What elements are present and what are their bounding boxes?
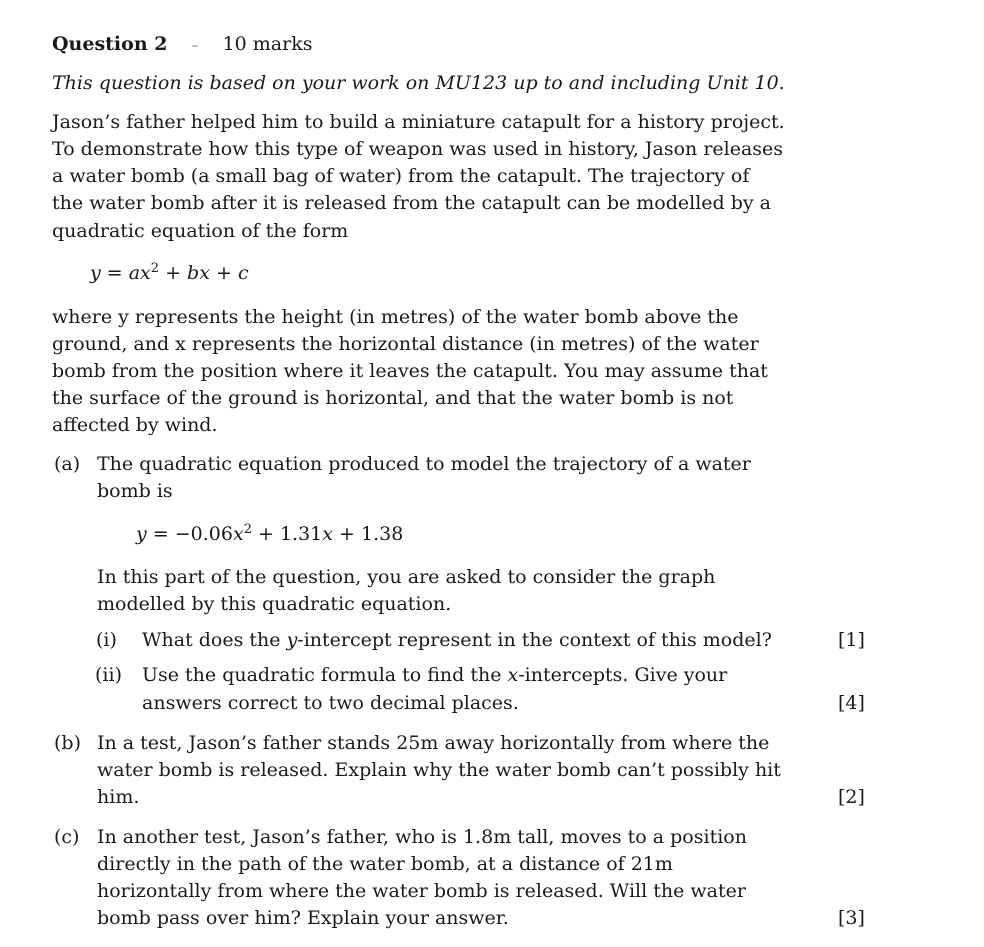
eq-square: 2 — [150, 261, 160, 276]
eq-rest: + bx + c — [159, 262, 249, 284]
intro-text: This question is based on your work on MU123 up to and including Unit 10. — [52, 72, 785, 94]
part-c-distance: 21 — [630, 853, 655, 875]
paragraph2-line: bomb from the position where it leaves the catapult. You may assume that — [52, 360, 768, 382]
part-a-context-line: In this part of the question, you are asked to consider the graph — [97, 566, 716, 588]
peq-x: x — [232, 523, 244, 545]
part-c-line1-post: m tall, moves to a position — [493, 826, 747, 848]
part-b-line2: water bomb is released. Explain why the water bomb can’t possibly hit — [97, 759, 781, 781]
part-b-line1 — [97, 730, 769, 757]
part-b-line1-pre: In a test, Jason’s father stands — [97, 732, 397, 754]
sub-i-label: (i) — [96, 629, 117, 651]
paragraph2-line: where y represents the height (in metres) of the water bomb above the — [52, 306, 739, 328]
sub-i-marks: [1] — [838, 629, 865, 651]
total-marks: 10 marks — [222, 33, 313, 55]
part-c-marks: [3] — [838, 907, 865, 929]
sub-ii-var: x — [507, 664, 519, 686]
sub-ii-label: (ii) — [95, 664, 122, 686]
part-b-label: (b) — [54, 732, 81, 754]
sub-ii-text — [142, 662, 727, 689]
eq-equals: = — [100, 262, 129, 284]
peq-square: 2 — [243, 522, 252, 537]
part-c-line2-post: m — [654, 853, 673, 875]
part-a-equation — [136, 521, 403, 548]
part-b-distance: 25 — [396, 732, 421, 754]
peq-x2: x — [322, 523, 333, 545]
part-c-height: 1.8 — [462, 826, 494, 848]
part-a-line: The quadratic equation produced to model the trajectory of a water — [97, 453, 751, 475]
paragraph1-line: quadratic equation of the form — [52, 220, 349, 242]
eq-ax: ax — [128, 262, 151, 284]
general-equation — [90, 260, 249, 287]
header-separator: – — [191, 38, 199, 54]
part-c-line1-pre: In another test, Jason’s father, who is — [97, 826, 463, 848]
sub-ii-pre: Use the quadratic formula to find the — [142, 664, 508, 686]
sub-i-var: y — [286, 629, 298, 651]
question-header — [52, 31, 312, 60]
part-c-line2-pre: directly in the path of the water bomb, at a distance of — [97, 853, 631, 875]
sub-ii-marks: [4] — [838, 692, 865, 714]
part-c-line3: horizontally from where the water bomb is released. Will the water — [97, 880, 746, 902]
question-title: Question 2 — [52, 33, 168, 55]
part-c-line1 — [97, 824, 747, 851]
part-b-line3: him. — [97, 786, 140, 808]
paragraph2-line: affected by wind. — [52, 414, 218, 436]
peq-y: y — [136, 523, 147, 545]
part-b-line1-post: m away horizontally from where the — [420, 732, 770, 754]
paragraph1-line: Jason’s father helped him to build a miniature catapult for a history project. — [52, 111, 785, 133]
part-a-label: (a) — [54, 453, 81, 475]
sub-i-text — [142, 627, 772, 654]
part-b-marks: [2] — [838, 786, 865, 808]
sub-ii-post: -intercepts. Give your — [518, 664, 728, 686]
part-c-line2 — [97, 851, 673, 878]
part-c-line4: bomb pass over him? Explain your answer. — [97, 907, 509, 929]
paragraph2-line: ground, and x represents the horizontal distance (in metres) of the water — [52, 333, 759, 355]
peq-coef-a: = −0.06 — [146, 523, 233, 545]
eq-y: y — [90, 262, 101, 284]
peq-coef-b: + 1.31 — [251, 523, 323, 545]
part-a-line: bomb is — [97, 480, 173, 502]
sub-i-post: -intercept represent in the context of this model? — [297, 629, 772, 651]
paragraph1-line: a water bomb (a small bag of water) from the catapult. The trajectory of — [52, 165, 750, 187]
paragraph1-line: the water bomb after it is released from the catapult can be modelled by a — [52, 192, 771, 214]
paragraph1-line: To demonstrate how this type of weapon was used in history, Jason releases — [52, 138, 784, 160]
paragraph2-line: the surface of the ground is horizontal, and that the water bomb is not — [52, 387, 734, 409]
peq-const: + 1.38 — [333, 523, 404, 545]
sub-ii-line2: answers correct to two decimal places. — [142, 692, 519, 714]
part-c-label: (c) — [54, 826, 80, 848]
sub-i-pre: What does the — [142, 629, 287, 651]
part-a-context-line: modelled by this quadratic equation. — [97, 593, 452, 615]
